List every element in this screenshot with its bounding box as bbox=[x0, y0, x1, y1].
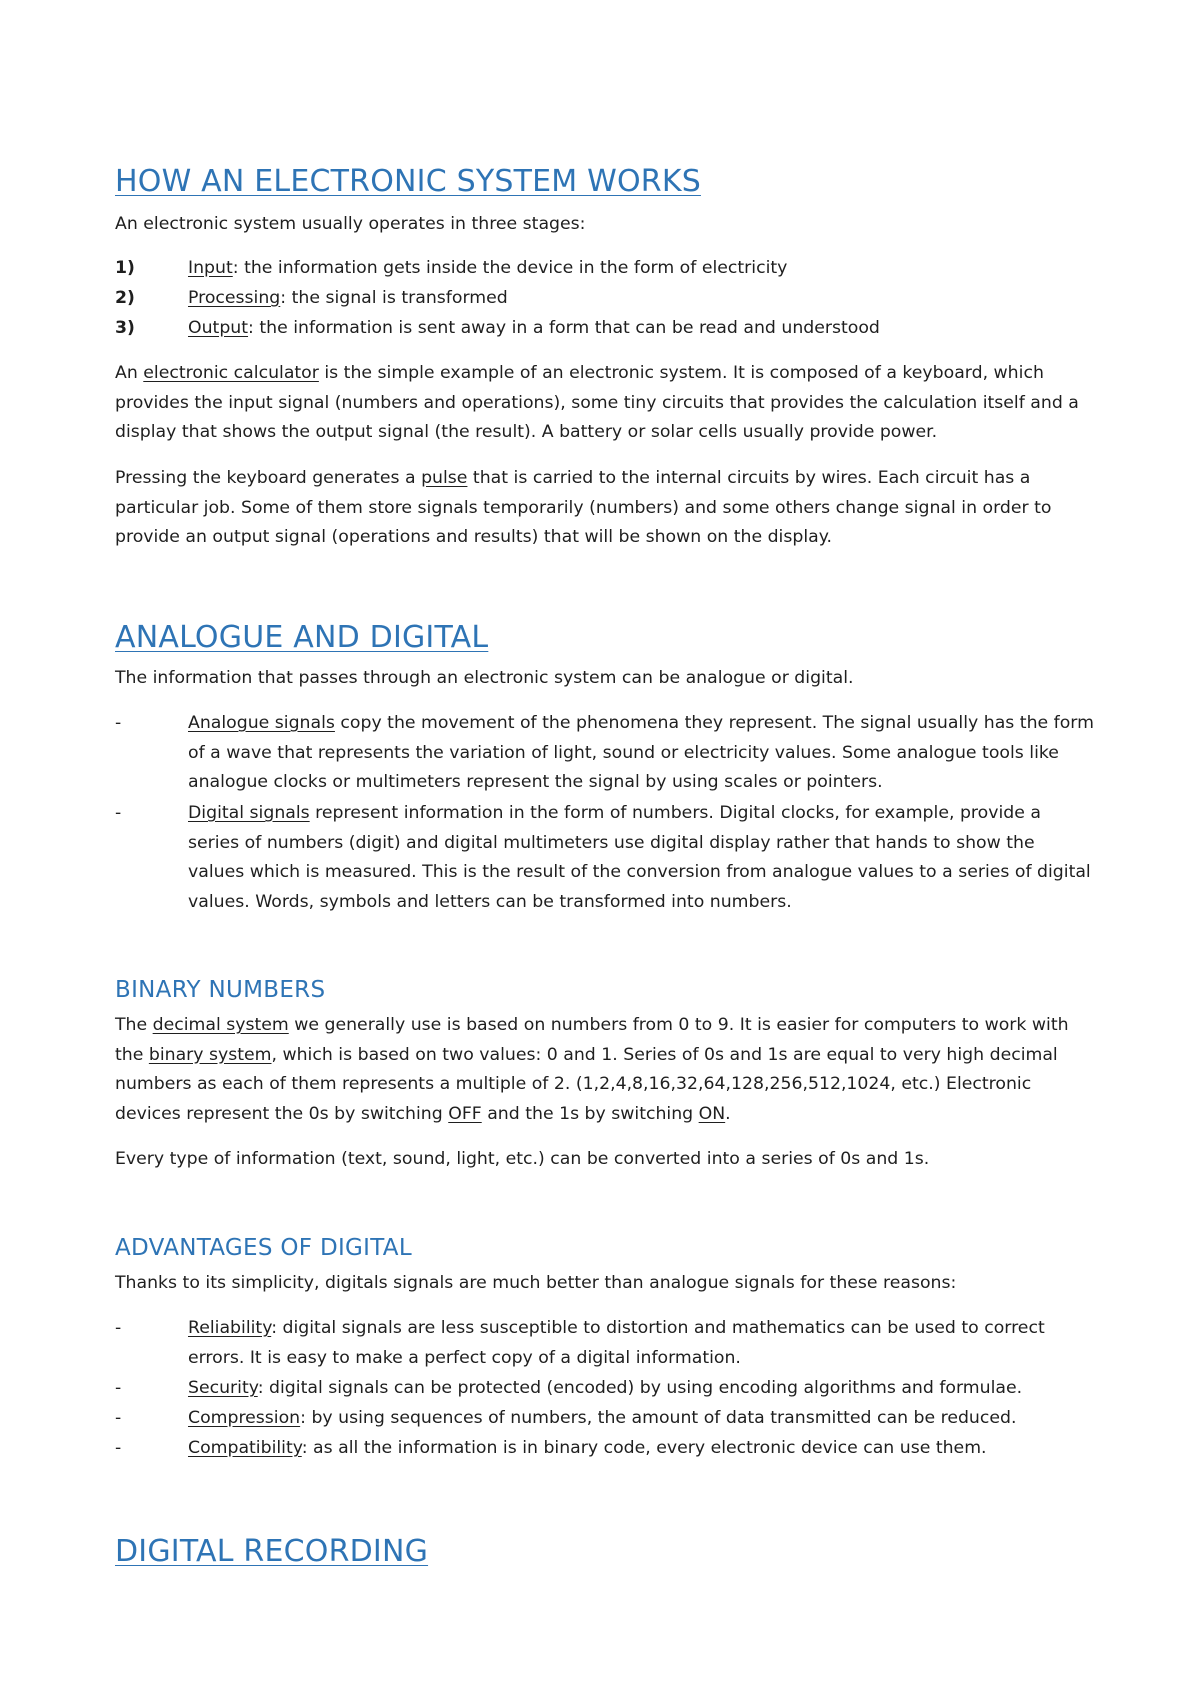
s1-paragraph-keyboard: Pressing the keyboard generates a pulse that is carried to the internal circuits by wires. Each circuit has a particular job. Some of them store signals temporarily (numbers) and some others change signal in order to provide an output signal (operations and results) that will be shown on the display. bbox=[115, 468, 1052, 548]
s1-paragraph-calculator: An electronic calculator is the simple example of an electronic system. It is composed of a keyboard, which provides the input signal (numbers and operations), some tiny circuits that provides the calculation itself and a display that shows the output signal (the result). A battery or solar cells usually provide power. bbox=[115, 363, 1079, 443]
s1-list-item: 3) Output: the information is sent away in a form that can be read and understood bbox=[115, 314, 1095, 344]
list-bullet: - bbox=[115, 713, 122, 733]
s1-intro: An electronic system usually operates in three stages: bbox=[115, 214, 586, 234]
list-bullet: - bbox=[115, 803, 122, 823]
list-bullet: - bbox=[115, 1408, 122, 1428]
term-analogue-signals: Analogue signals bbox=[188, 713, 335, 733]
term-compression: Compression bbox=[188, 1408, 301, 1428]
list-bullet: - bbox=[115, 1378, 122, 1398]
list-number: 2) bbox=[115, 288, 135, 308]
term-input: Input bbox=[188, 258, 233, 278]
term-binary-system: binary system bbox=[148, 1044, 272, 1065]
s1-list-item: 1) Input: the information gets inside the device in the form of electricity bbox=[115, 254, 1095, 284]
list-bullet: - bbox=[115, 1318, 122, 1338]
s4-intro: Thanks to its simplicity, digitals signals are much better than analogue signals for these reasons: bbox=[115, 1273, 957, 1293]
term-reliability: Reliability bbox=[188, 1318, 272, 1338]
s4-list-item: - Reliability: digital signals are less susceptible to distortion and mathematics can be used to correct errors. It is easy to make a perfect copy of a digital information. bbox=[115, 1314, 1095, 1373]
s3-paragraph-binary: The decimal system we generally use is based on numbers from 0 to 9. It is easier for computers to work with the binary system, which is based on two values: 0 and 1. Series of 0s and 1s are equal to very high decimal numbers as each of them represents a multiple of 2. (1,2,4,8,16,32,64,128,256,512,1024, etc.) Electronic devices represent the 0s by switching OFF and the 1s by switching ON. bbox=[115, 1015, 1069, 1124]
s4-list-item: - Security: digital signals can be protected (encoded) by using encoding algorithms and formulae. bbox=[115, 1374, 1095, 1404]
s4-list-item: - Compatibility: as all the information is in binary code, every electronic device can use them. bbox=[115, 1434, 1095, 1464]
list-bullet: - bbox=[115, 1438, 122, 1458]
term-decimal-system: decimal system bbox=[152, 1015, 289, 1035]
list-number: 3) bbox=[115, 318, 135, 338]
term-processing: Processing bbox=[188, 288, 281, 308]
heading-analogue-and-digital: ANALOGUE AND DIGITAL bbox=[115, 620, 489, 655]
s3-paragraph-conversion: Every type of information (text, sound, light, etc.) can be converted into a series of 0s and 1s. bbox=[115, 1149, 930, 1169]
term-on: ON bbox=[698, 1103, 726, 1124]
term-security: Security bbox=[188, 1378, 258, 1398]
term-digital-signals: Digital signals bbox=[188, 803, 310, 823]
s2-list-item: - Digital signals represent information in the form of numbers. Digital clocks, for example, provide a series of numbers (digit) and digital multimeters use digital display rather that hands to show the values which is measured. This is the result of the conversion from analogue values to a series of digital values. Words, symbols and letters can be transformed into numbers. bbox=[115, 799, 1095, 917]
list-number: 1) bbox=[115, 258, 135, 278]
s1-list-item: 2) Processing: the signal is transformed bbox=[115, 284, 1095, 314]
term-compatibility: Compatibility bbox=[188, 1438, 302, 1458]
s2-intro: The information that passes through an electronic system can be analogue or digital. bbox=[115, 668, 854, 688]
heading-binary-numbers: BINARY NUMBERS bbox=[115, 977, 326, 1003]
s2-list-item: - Analogue signals copy the movement of the phenomena they represent. The signal usually has the form of a wave that represents the variation of light, sound or electricity values. Some analogue tools like analogue clocks or multimeters represent the signal by using scales or pointers. bbox=[115, 709, 1095, 798]
s4-list-item: - Compression: by using sequences of numbers, the amount of data transmitted can be reduced. bbox=[115, 1404, 1095, 1434]
term-output: Output bbox=[188, 318, 249, 338]
term-electronic-calculator: electronic calculator bbox=[143, 363, 319, 383]
term-off: OFF bbox=[448, 1103, 482, 1124]
heading-how-an-electronic-system-works: HOW AN ELECTRONIC SYSTEM WORKS bbox=[115, 164, 701, 199]
term-pulse: pulse bbox=[421, 468, 468, 488]
heading-advantages-of-digital: ADVANTAGES OF DIGITAL bbox=[115, 1235, 412, 1261]
heading-digital-recording: DIGITAL RECORDING bbox=[115, 1534, 429, 1569]
